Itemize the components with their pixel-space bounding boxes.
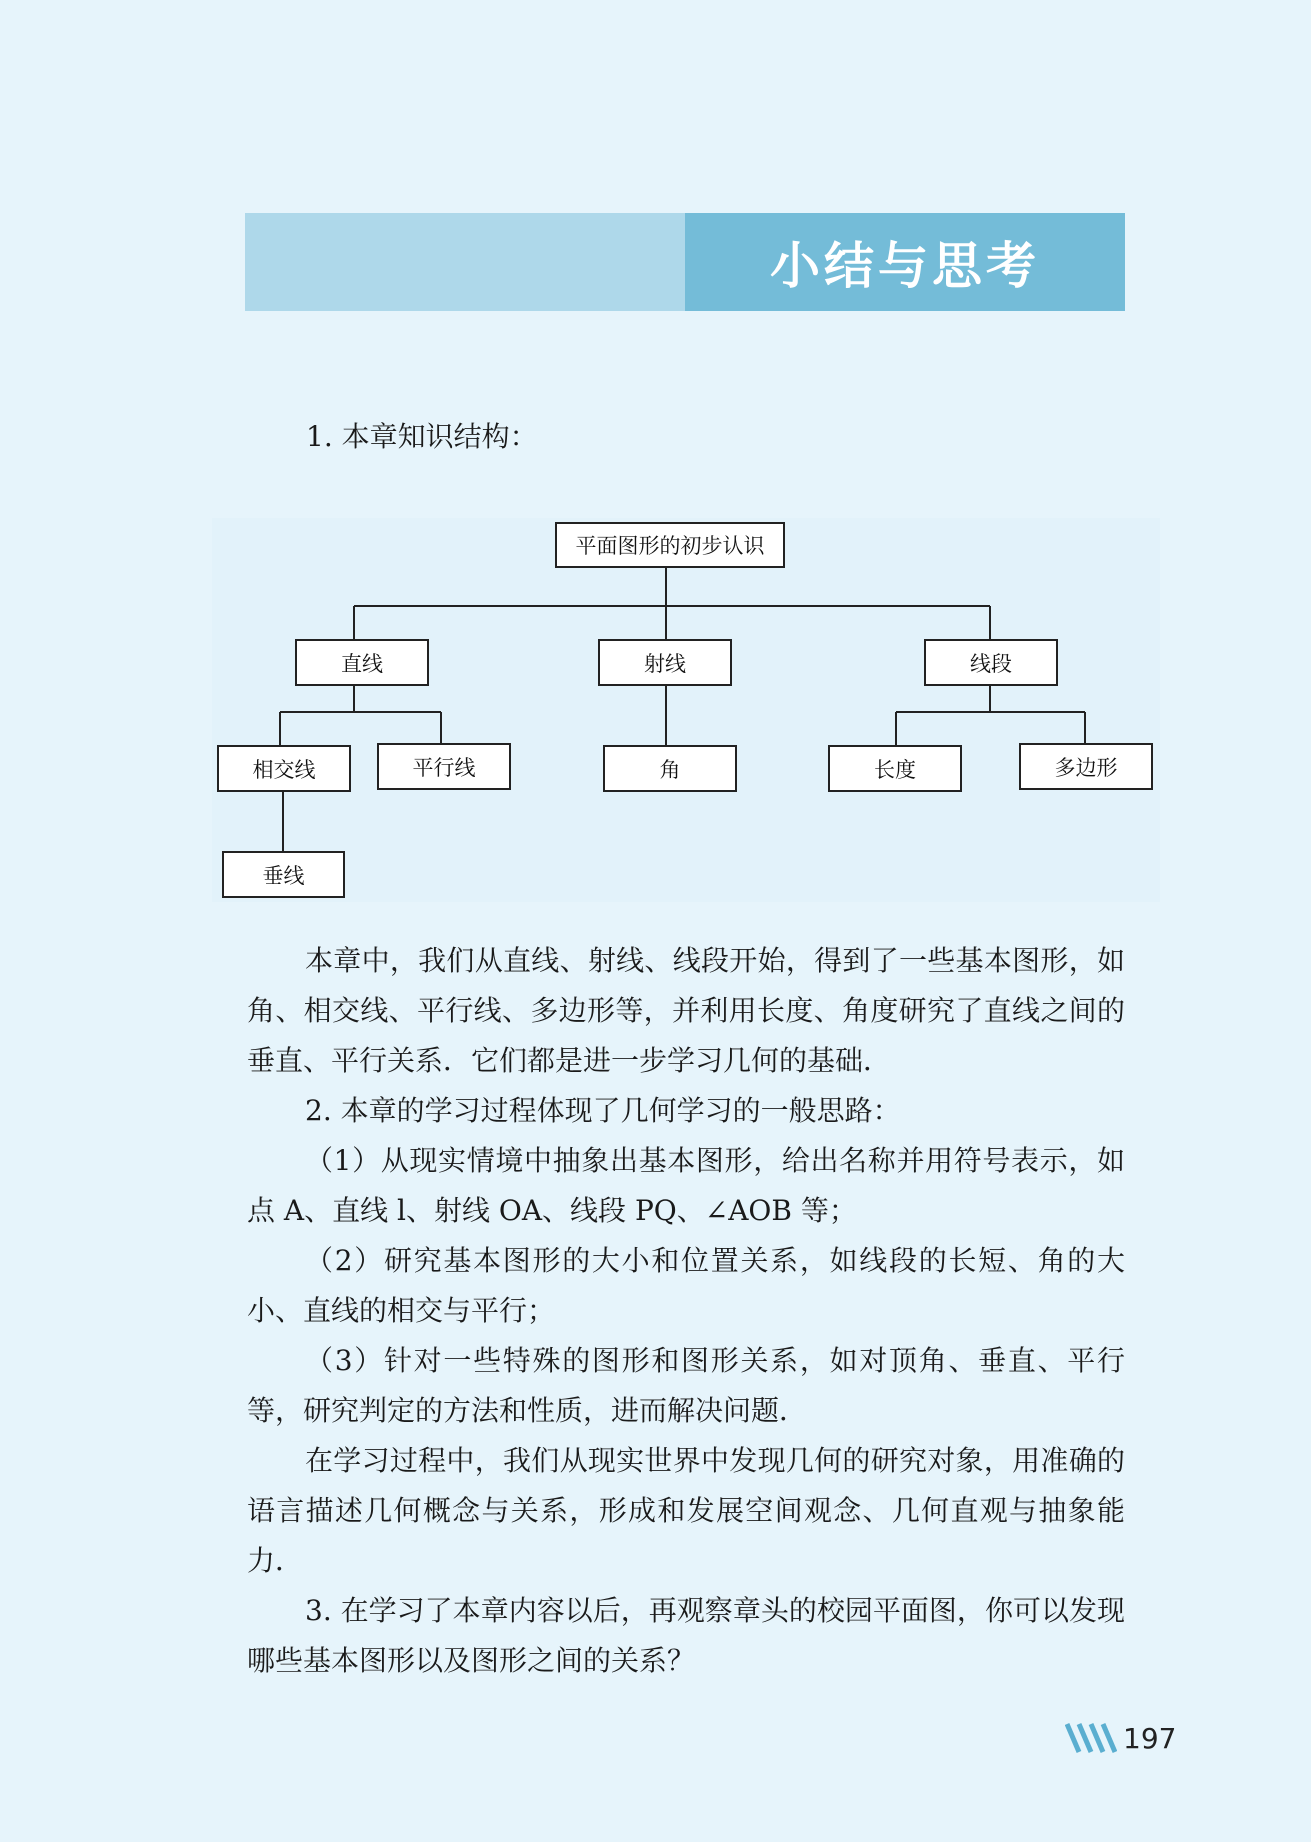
- page-stripes-icon: [1065, 1722, 1117, 1754]
- diagram-node-polygon: 多边形: [1019, 743, 1153, 790]
- diagram-node-length: 长度: [828, 745, 962, 792]
- diagram-node-line: 直线: [295, 639, 429, 686]
- diagram-node-ray: 射线: [598, 639, 732, 686]
- diagram-node-angle: 角: [603, 745, 737, 792]
- section-1-heading: 1. 本章知识结构：: [306, 420, 538, 453]
- paragraph-item-2: （2）研究基本图形的大小和位置关系，如线段的长短、角的大小、直线的相交与平行；: [247, 1244, 1125, 1327]
- page-number: 197: [1123, 1721, 1177, 1755]
- diagram-node-perpendicular: 垂线: [222, 851, 345, 898]
- diagram-node-segment: 线段: [924, 639, 1058, 686]
- diagram-node-root: 平面图形的初步认识: [555, 522, 785, 568]
- paragraph-item-1: （1）从现实情境中抽象出基本图形，给出名称并用符号表示，如点 A、直线 l、射线 OA、线段 PQ、∠AOB 等；: [247, 1144, 1125, 1227]
- paragraph-item-3: （3）针对一些特殊的图形和图形关系，如对顶角、垂直、平行等，研究判定的方法和性质，进而解决问题．: [247, 1344, 1125, 1427]
- diagram-node-intersecting-lines: 相交线: [217, 745, 351, 792]
- paragraph-section-3: 3. 在学习了本章内容以后，再观察章头的校园平面图，你可以发现哪些基本图形以及图形之间的关系？: [247, 1594, 1125, 1677]
- diagram-node-parallel-lines: 平行线: [377, 743, 511, 790]
- paragraph-learning-process: 在学习过程中，我们从现实世界中发现几何的研究对象，用准确的语言描述几何概念与关系，形成和发展空间观念、几何直观与抽象能力．: [247, 1444, 1125, 1577]
- paragraph-summary: 本章中，我们从直线、射线、线段开始，得到了一些基本图形，如角、相交线、平行线、多边形等，并利用长度、角度研究了直线之间的垂直、平行关系．它们都是进一步学习几何的基础．: [247, 944, 1125, 1077]
- page-footer: [1065, 1720, 1176, 1756]
- page-title: 小结与思考: [770, 237, 1040, 295]
- paragraph-section-2: 2. 本章的学习过程体现了几何学习的一般思路：: [305, 1094, 901, 1127]
